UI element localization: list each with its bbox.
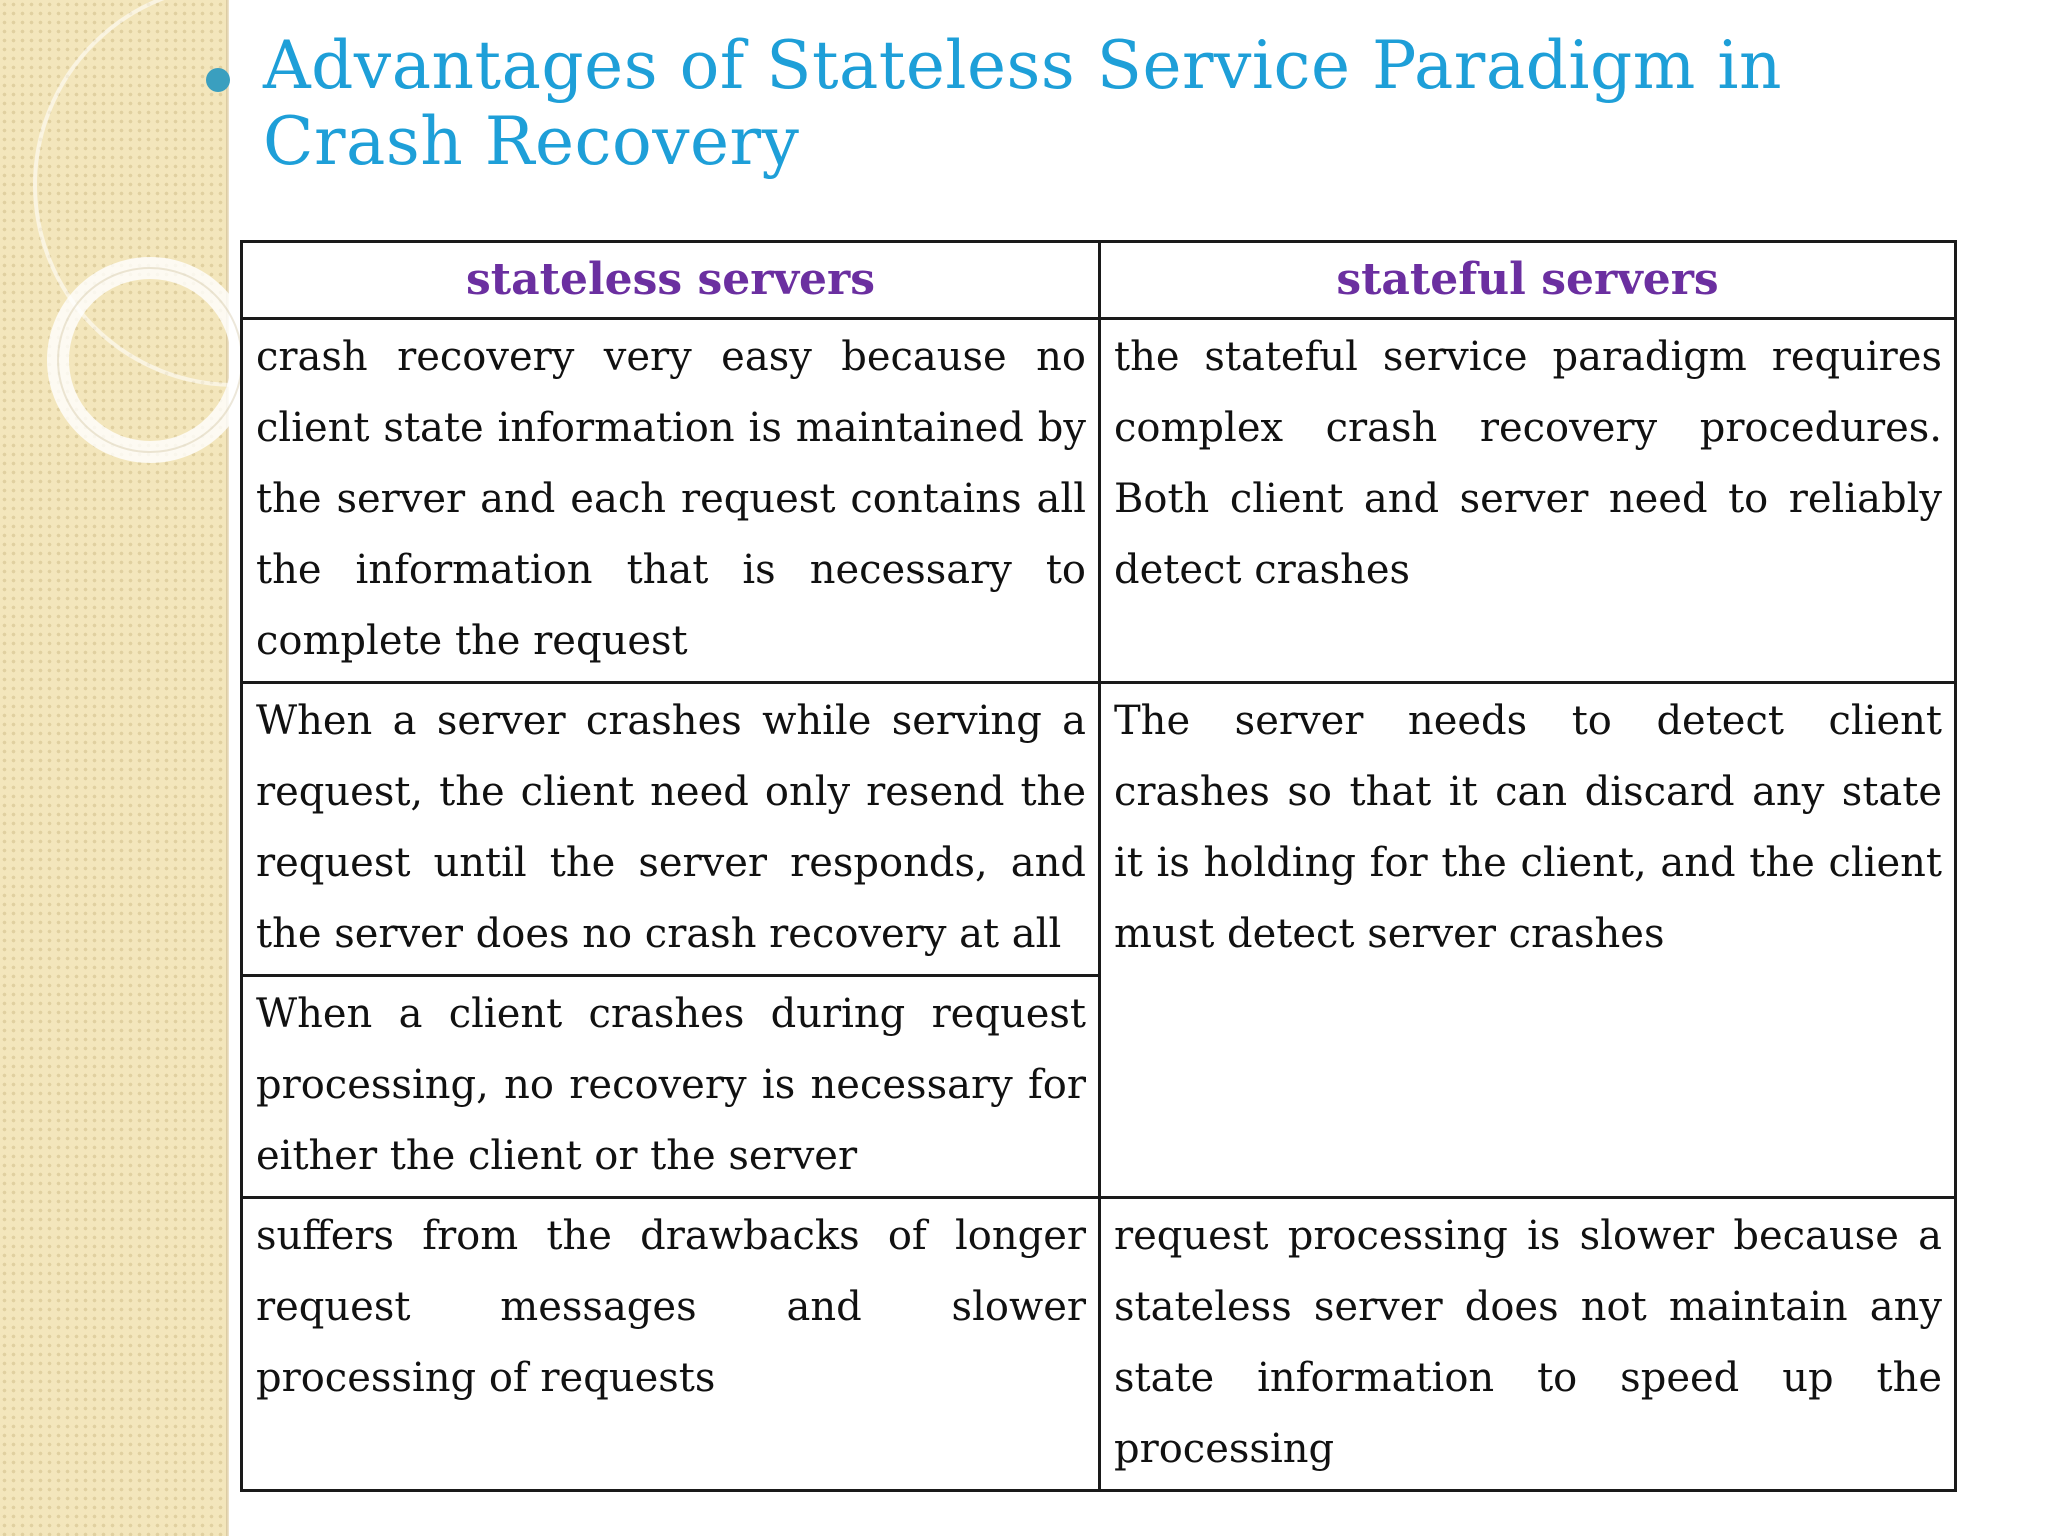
title-bullet-icon (206, 68, 230, 92)
comparison-table (240, 240, 1957, 1492)
cell-stateful-slower-processing: request processing is slower because a stateless server does not maintain any state information to speed up the processing (1100, 1198, 1956, 1491)
cell-stateless-client-crash: When a client crashes during request processing, no recovery is necessary for either the client or the server (242, 976, 1100, 1198)
cell-stateless-drawbacks: suffers from the drawbacks of longer request messages and slower processing of requests (242, 1198, 1100, 1491)
slide-title: Advantages of Stateless Service Paradigm in Crash Recovery (263, 27, 1782, 180)
table-row (242, 683, 1956, 976)
table-row (242, 319, 1956, 683)
table-header-row (242, 242, 1956, 319)
cell-stateless-crash-recovery: crash recovery very easy because no client state information is maintained by the server and each request contains all the information that is necessary to complete the request (242, 319, 1100, 683)
table-row (242, 1198, 1956, 1491)
header-stateless-servers: stateless servers (242, 242, 1100, 319)
cell-stateful-detect-crashes: The server needs to detect client crashes so that it can discard any state it is holding for the client, and the client must detect server crashes (1100, 683, 1956, 1198)
header-stateful-servers: stateful servers (1100, 242, 1956, 319)
cell-stateful-crash-recovery: the stateful service paradigm requires complex crash recovery procedures. Both client and server need to reliably detect crashes (1100, 319, 1956, 683)
cell-stateless-server-crash: When a server crashes while serving a request, the client need only resend the request until the server responds, and the server does no crash recovery at all (242, 683, 1100, 976)
